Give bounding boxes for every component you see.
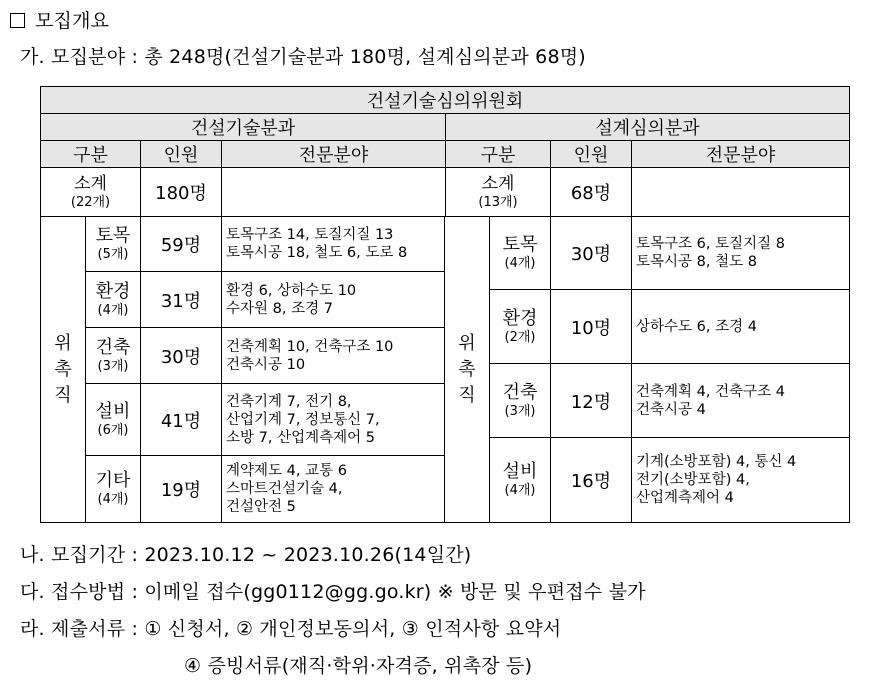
left-category-fields: [221, 327, 445, 384]
field-line: 산업계측제어 4: [636, 490, 734, 506]
left-category-fields: [221, 216, 445, 272]
field-line: 토목구조 14, 토질지질 13: [226, 227, 394, 243]
field-line: 건축계획 10, 건축구조 10: [226, 338, 394, 355]
vertical-label-char: 위: [458, 332, 476, 354]
right-category-fields: [631, 216, 850, 290]
left-subtotal-count: 180명: [141, 168, 222, 217]
right-category-people: 12명: [550, 363, 632, 438]
category-name-text: 토목: [95, 225, 131, 246]
submission-method-line: 다. 접수방법 : 이메일 접수(gg0112@gg.go.kr) ※ 방문 및 우편접수 불가: [20, 581, 646, 603]
right-category-people: 16명: [550, 437, 632, 523]
left-subtotal-label: 소계 (22개): [41, 168, 141, 217]
section-heading: [10, 6, 109, 33]
right-category-fields: [631, 289, 850, 364]
category-count-sub: (4개): [97, 492, 129, 507]
field-line: 수자원 8, 조경 7: [226, 300, 333, 317]
vertical-label-text: [54, 331, 71, 409]
vertical-appointment-label: [40, 216, 86, 523]
documents-line-2: ④ 증빙서류(재직·학위·자격증, 위촉장 등): [184, 655, 533, 677]
field-line: 토목시공 8, 철도 8: [636, 254, 757, 270]
right-category-name: [489, 437, 551, 523]
category-count-sub: (3개): [97, 358, 129, 374]
field-line: 토목시공 18, 철도 6, 도로 8: [226, 245, 408, 261]
documents-line: 라. 제출서류 : ① 신청서, ② 개인정보동의서, ③ 인적사항 요약서: [20, 618, 562, 640]
field-line: 토목구조 6, 토질지질 8: [636, 236, 785, 252]
recruitment-table: [40, 86, 850, 217]
field-line: 계약제도 4, 교통 6: [226, 463, 347, 479]
category-count-sub: (4개): [97, 302, 129, 318]
category-name-text: 환경: [95, 280, 131, 302]
field-line: 산업기계 7, 정보통신 7,: [226, 411, 380, 428]
col-header-people: 인원: [551, 141, 632, 168]
field-line: 환경 6, 상하수도 10: [226, 282, 357, 299]
section-title: 모집개요: [35, 10, 110, 32]
right-group-header: 설계심의분과: [446, 114, 850, 141]
vertical-label-char: 직: [54, 384, 72, 406]
right-category-fields: [631, 437, 850, 523]
vertical-label-char: 위: [54, 332, 72, 354]
vertical-label-text: [458, 331, 475, 409]
vertical-label-char: 촉: [54, 358, 72, 380]
field-line: 건설안전 5: [226, 499, 296, 515]
right-subtotal-field: [632, 168, 850, 217]
category-name-text: 설비: [502, 461, 538, 482]
category-name-text: 건축: [95, 336, 131, 358]
field-line: 건축계획 4, 건축구조 4: [636, 383, 785, 400]
col-header-division: 구분: [446, 141, 551, 168]
category-name-text: 토목: [502, 234, 538, 255]
left-category-name: [85, 271, 141, 328]
col-header-field: 전문분야: [222, 141, 446, 168]
field-line: 소방 7, 산업계측제어 5: [226, 429, 375, 446]
category-count-sub: (3개): [504, 403, 536, 419]
right-category-people: 10명: [550, 289, 632, 364]
left-category-name: [85, 455, 141, 523]
category-name-text: 설비: [95, 400, 131, 422]
left-category-people: 59명: [140, 216, 222, 272]
left-subtotal-field: [222, 168, 446, 217]
left-category-name: [85, 216, 141, 272]
field-line: 건축시공 10: [226, 356, 306, 373]
col-header-division: 구분: [41, 141, 141, 168]
left-category-people: 30명: [140, 327, 222, 384]
category-count-sub: (6개): [97, 422, 129, 438]
vertical-label-char: 직: [458, 384, 476, 406]
field-line: 스마트건설기술 4,: [226, 481, 343, 497]
category-name-text: 기타: [95, 470, 131, 491]
right-category-name: [489, 289, 551, 364]
field-line: 기계(소방포함) 4, 통신 4: [636, 454, 797, 470]
category-count-sub: (2개): [504, 329, 536, 345]
right-category-fields: [631, 363, 850, 438]
right-subtotal-label: 소계 (13개): [446, 168, 551, 217]
table-title: 건설기술심의위원회: [41, 87, 850, 114]
field-line: 건축기계 7, 전기 8,: [226, 393, 352, 410]
col-header-field: 전문분야: [632, 141, 850, 168]
left-category-name: [85, 383, 141, 456]
left-category-fields: [221, 455, 445, 523]
left-category-name: [85, 327, 141, 384]
left-category-people: 19명: [140, 455, 222, 523]
category-count-sub: (4개): [504, 256, 536, 271]
left-category-people: 31명: [140, 271, 222, 328]
vertical-label-char: 촉: [458, 358, 476, 380]
checkbox-square-icon: [10, 13, 25, 28]
recruit-period-line: 나. 모집기간 : 2023.10.12 ~ 2023.10.26(14일간): [20, 544, 472, 566]
left-category-fields: [221, 271, 445, 328]
right-category-name: [489, 216, 551, 290]
field-line: 전기(소방포함) 4,: [636, 472, 750, 488]
category-count-sub: (4개): [504, 483, 536, 498]
left-category-people: 41명: [140, 383, 222, 456]
field-line: 상하수도 6, 조경 4: [636, 318, 757, 335]
col-header-people: 인원: [141, 141, 222, 168]
category-name-text: 건축: [502, 381, 538, 403]
right-category-name: [489, 363, 551, 438]
right-subtotal-count: 68명: [551, 168, 632, 217]
right-category-people: 30명: [550, 216, 632, 290]
category-count-sub: (5개): [97, 247, 129, 262]
field-line: 건축시공 4: [636, 401, 706, 418]
left-category-fields: [221, 383, 445, 456]
left-group-header: 건설기술분과: [41, 114, 446, 141]
category-name-text: 환경: [502, 307, 538, 329]
vertical-appointment-label: [444, 216, 490, 523]
recruit-field-line: 가. 모집분야 : 총 248명(건설기술분과 180명, 설계심의분과 68명): [20, 46, 586, 68]
